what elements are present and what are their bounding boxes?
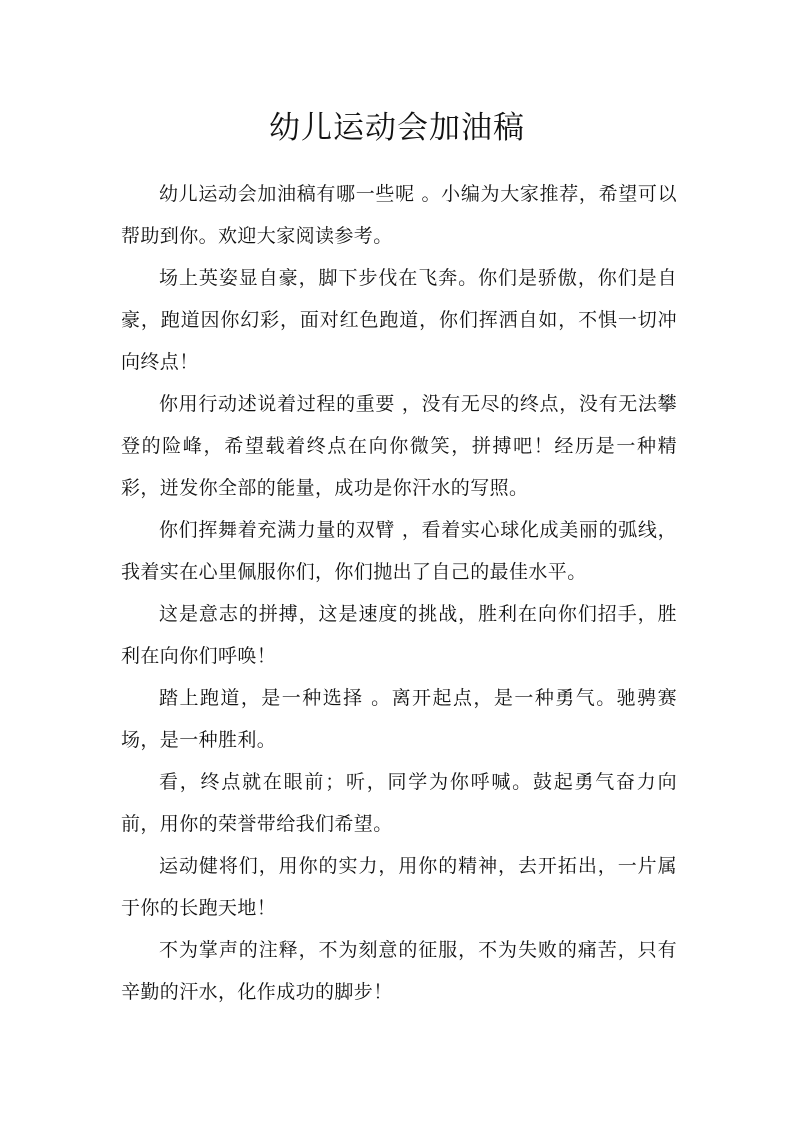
- paragraph: 你用行动述说着过程的重要 ，没有无尽的终点，没有无法攀登的险峰，希望载着终点在向你微笑，拼搏吧！经历是一种精彩，迸发你全部的能量，成功是你汗水的写照。: [121, 393, 677, 499]
- paragraph: 运动健将们，用你的实力，用你的精神，去开拓出，一片属于你的长跑天地！: [121, 855, 677, 919]
- paragraph: 场上英姿显自豪，脚下步伐在飞奔。你们是骄傲，你们是自豪，跑道因你幻彩，面对红色跑道，你们挥洒自如，不惧一切冲向终点！: [121, 267, 677, 373]
- paragraph-intro: 幼儿运动会加油稿有哪一些呢 。小编为大家推荐，希望可以帮助到你。欢迎大家阅读参考。: [121, 183, 677, 247]
- document-body: [121, 173, 677, 1013]
- paragraph: 这是意志的拼搏，这是速度的挑战，胜利在向你们招手，胜利在向你们呼唤！: [121, 603, 677, 667]
- paragraph: 你们挥舞着充满力量的双臂 ，看着实心球化成美丽的弧线，我着实在心里佩服你们，你们抛出了自己的最佳水平。: [121, 519, 677, 583]
- paragraph: 看，终点就在眼前；听，同学为你呼喊。鼓起勇气奋力向前，用你的荣誉带给我们希望。: [121, 771, 677, 835]
- paragraph: 踏上跑道，是一种选择 。离开起点，是一种勇气。驰骋赛场，是一种胜利。: [121, 687, 677, 751]
- paragraph: 不为掌声的注释，不为刻意的征服，不为失败的痛苦，只有辛勤的汗水，化作成功的脚步！: [121, 939, 677, 1003]
- document-title: 幼儿运动会加油稿: [269, 110, 525, 146]
